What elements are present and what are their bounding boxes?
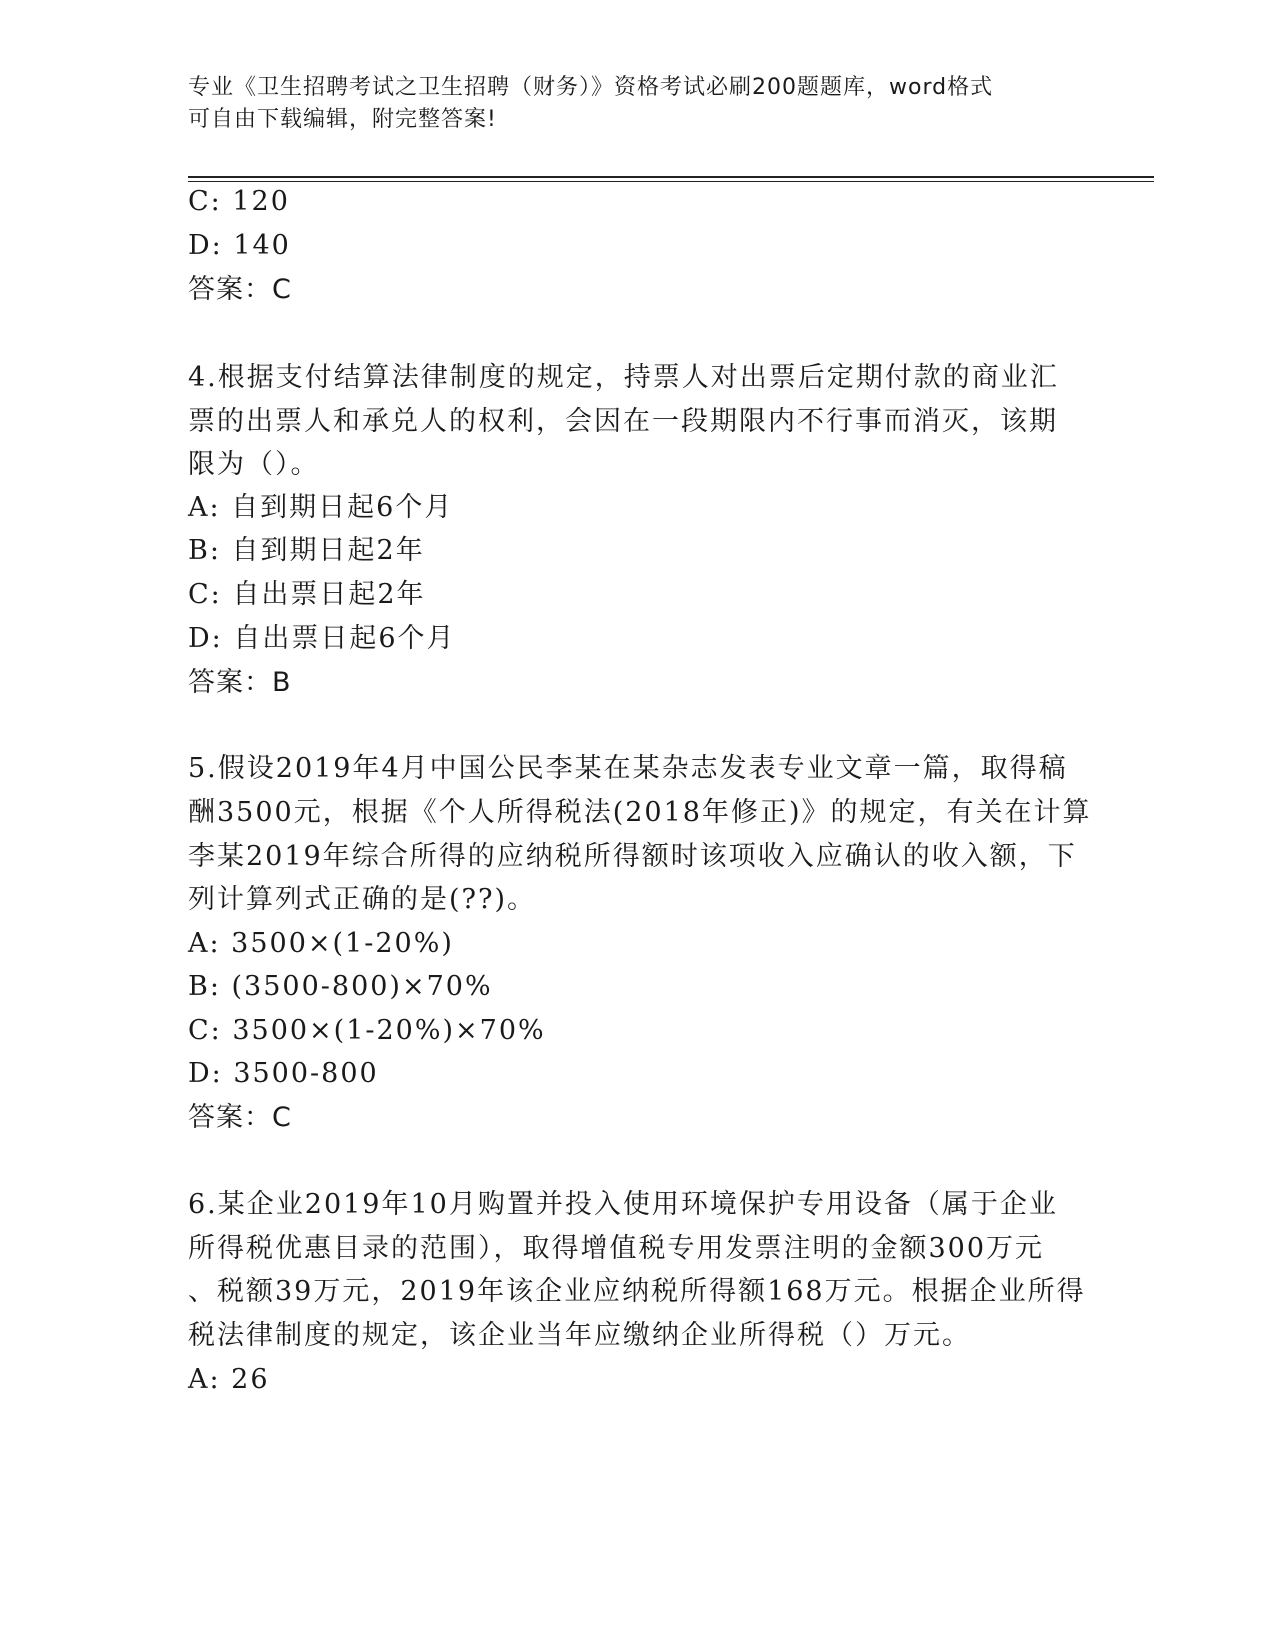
q4-option-c: C: 自出票日起2年 bbox=[188, 579, 426, 610]
page-header bbox=[188, 72, 1068, 136]
q4-stem-line-1: 4.根据支付结算法律制度的规定，持票人对出票后定期付款的商业汇 bbox=[188, 362, 1059, 393]
q4-answer: 答案：B bbox=[188, 667, 292, 698]
q5-stem-line-3: 李某2019年综合所得的应纳税所得额时该项收入应确认的收入额，下 bbox=[188, 841, 1077, 872]
header-title-line-1: 专业《卫生招聘考试之卫生招聘（财务）》资格考试必刷200题题库，word格式 bbox=[188, 75, 994, 100]
q3-option-d: D: 140 bbox=[188, 230, 291, 261]
q5-stem-line-1: 5.假设2019年4月中国公民李某在某杂志发表专业文章一篇，取得稿 bbox=[188, 753, 1068, 784]
q5-option-a: A: 3500×(1-20%) bbox=[188, 928, 454, 959]
q5-stem-line-4: 列计算列式正确的是(??)。 bbox=[188, 884, 537, 915]
q4-option-b: B: 自到期日起2年 bbox=[188, 535, 425, 566]
q6-stem-line-4: 税法律制度的规定，该企业当年应缴纳企业所得税（）万元。 bbox=[188, 1320, 971, 1351]
q5-answer: 答案：C bbox=[188, 1102, 292, 1133]
header-divider-thick bbox=[188, 176, 1154, 178]
q4-stem-line-3: 限为（）。 bbox=[188, 449, 320, 480]
q5-option-b: B: (3500-800)×70% bbox=[188, 971, 493, 1002]
q6-stem-line-3: 、税额39万元，2019年该企业应纳税所得额168万元。根据企业所得 bbox=[188, 1276, 1086, 1307]
q6-stem-line-1: 6.某企业2019年10月购置并投入使用环境保护专用设备（属于企业 bbox=[188, 1189, 1058, 1220]
q6-option-a: A: 26 bbox=[188, 1364, 270, 1395]
header-divider-thin bbox=[188, 181, 1154, 182]
q3-option-c: C: 120 bbox=[188, 186, 290, 217]
q5-stem-line-2: 酬3500元，根据《个人所得税法(2018年修正)》的规定，有关在计算 bbox=[188, 797, 1092, 828]
header-title-line-2: 可自由下载编辑，附完整答案! bbox=[188, 107, 497, 132]
q5-option-d: D: 3500-800 bbox=[188, 1058, 379, 1089]
q3-answer: 答案：C bbox=[188, 274, 292, 305]
q4-stem-line-2: 票的出票人和承兑人的权利，会因在一段期限内不行事而消灭，该期 bbox=[188, 406, 1058, 437]
q6-stem-line-2: 所得税优惠目录的范围），取得增值税专用发票注明的金额300万元 bbox=[188, 1233, 1045, 1264]
q5-option-c: C: 3500×(1-20%)×70% bbox=[188, 1015, 546, 1046]
q4-option-d: D: 自出票日起6个月 bbox=[188, 623, 456, 654]
q4-option-a: A: 自到期日起6个月 bbox=[188, 492, 454, 523]
